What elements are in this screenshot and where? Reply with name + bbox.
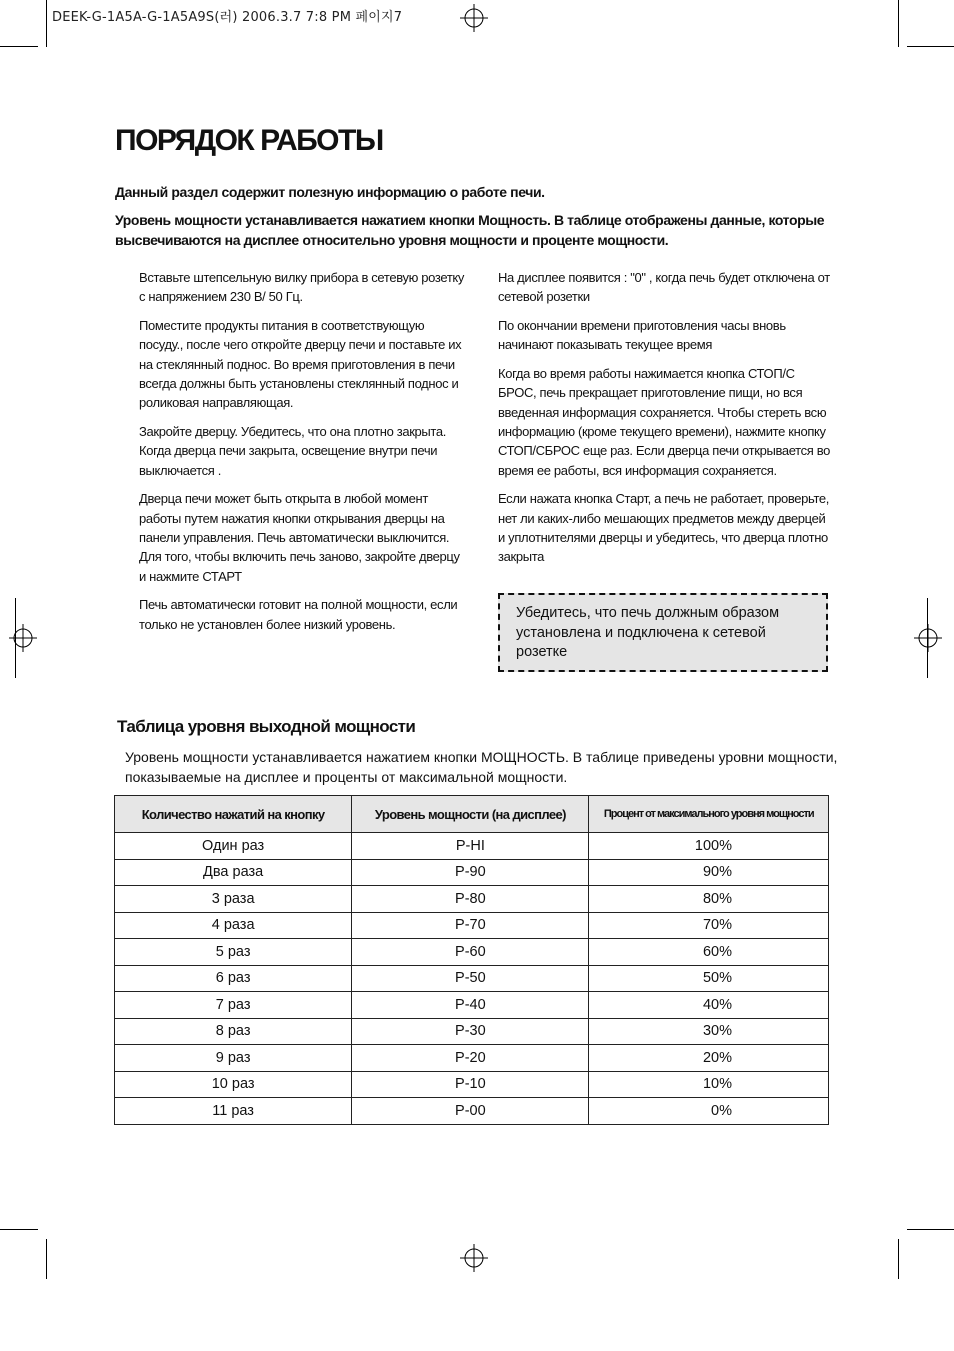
table-cell-level: P-20	[352, 1045, 589, 1072]
table-cell-presses: 4 раза	[115, 912, 352, 939]
instruction-paragraph: На дисплее появится : "0" , когда печь будет отключена от сетевой розетки	[498, 270, 830, 305]
page-title: ПОРЯДОК РАБОТЫ	[115, 124, 383, 157]
table-cell-percent: 50%	[589, 965, 829, 992]
table-cell-presses: 3 раза	[115, 886, 352, 913]
table-row	[115, 1045, 829, 1072]
registration-mark-left-icon	[9, 624, 37, 652]
registration-mark-top-icon	[460, 4, 488, 32]
table-cell-presses: Один раз	[115, 833, 352, 860]
instruction-paragraph: Дверца печи может быть открыта в любой момент работы путем нажатия кнопки открывания дверцы на панели управления. Печь автоматически выключится. Для того, чтобы включить печь заново, закройте дверцу и нажмите СТАРТ	[139, 491, 460, 584]
table-cell-level: P-00	[352, 1098, 589, 1125]
table-cell-percent: 20%	[589, 1045, 829, 1072]
table-row	[115, 965, 829, 992]
table-cell-percent: 10%	[589, 1071, 829, 1098]
instruction-paragraph: Закройте дверцу. Убедитесь, что она плотно закрыта. Когда дверца печи закрыта, освещение внутри печи выключается .	[139, 424, 447, 478]
table-section-title: Таблица уровня выходной мощности	[117, 717, 416, 736]
table-cell-presses: 9 раз	[115, 1045, 352, 1072]
table-row	[115, 833, 829, 860]
table-header-presses: Количество нажатий на кнопку	[115, 796, 352, 833]
table-row	[115, 939, 829, 966]
reg-tick-left	[15, 598, 16, 678]
table-cell-level: P-HI	[352, 833, 589, 860]
table-cell-percent: 100%	[589, 833, 829, 860]
reg-tick-right	[927, 598, 928, 678]
registration-mark-bottom-icon	[460, 1244, 488, 1272]
table-row	[115, 992, 829, 1019]
table-row	[115, 912, 829, 939]
table-cell-level: P-50	[352, 965, 589, 992]
table-cell-presses: 8 раз	[115, 1018, 352, 1045]
instruction-paragraph: По окончании времени приготовления часы вновь начинают показывать текущее время	[498, 318, 786, 353]
instruction-paragraph: Печь автоматически готовит на полной мощности, если только не установлен более низкий уровень.	[139, 597, 458, 632]
table-cell-percent: 80%	[589, 886, 829, 913]
table-cell-percent: 0%	[589, 1098, 829, 1125]
table-cell-level: P-60	[352, 939, 589, 966]
table-cell-percent: 40%	[589, 992, 829, 1019]
table-cell-level: P-70	[352, 912, 589, 939]
table-cell-level: P-30	[352, 1018, 589, 1045]
print-header: DEEK-G-1A5A-G-1A5A9S(러) 2006.3.7 7:8 PM 페이지7	[52, 10, 403, 25]
table-cell-presses: 11 раз	[115, 1098, 352, 1125]
instruction-paragraph: Если нажата кнопка Старт, а печь не работает, проверьте, нет ли каких-либо мешающих предметов между дверцей и уплотнителями дверцы и убедитесь, что дверца плотно закрыта	[498, 491, 830, 565]
power-level-table	[114, 795, 829, 1125]
table-cell-percent: 30%	[589, 1018, 829, 1045]
intro-line-2: Уровень мощности устанавливается нажатием кнопки Мощность. В таблице отображены данные, которые высвечиваются на дисплее относительно уровня мощности и проценте мощности.	[115, 212, 825, 248]
table-cell-level: P-40	[352, 992, 589, 1019]
table-row	[115, 1098, 829, 1125]
table-header-row	[115, 796, 829, 833]
table-row	[115, 859, 829, 886]
table-cell-percent: 60%	[589, 939, 829, 966]
table-cell-level: P-80	[352, 886, 589, 913]
table-cell-level: P-10	[352, 1071, 589, 1098]
right-column	[498, 268, 833, 576]
table-header-percent: Процент от максимального уровня мощности	[589, 796, 829, 833]
registration-mark-right-icon	[914, 624, 942, 652]
table-row	[115, 886, 829, 913]
instruction-paragraph: Вставьте штепсельную вилку прибора в сетевую розетку с напряжением 230 В/ 50 Гц.	[139, 270, 465, 305]
table-header-level: Уровень мощности (на дисплее)	[352, 796, 589, 833]
table-cell-presses: 10 раз	[115, 1071, 352, 1098]
table-cell-presses: Два раза	[115, 859, 352, 886]
instruction-paragraph: Когда во время работы нажимается кнопка СТОП/С БРОС, печь прекращает приготовление пищи, но вся введенная информация сохраняется. Чтобы стереть всю информацию (кроме текущего времени), нажмите кнопку СТОП/СБРОС еще раз. Если дверца печи открывается во время ее работы, вся информация сохраняется.	[498, 366, 831, 478]
note-box: Убедитесь, что печь должным образом установлена и подключена к сетевой розетке	[498, 593, 828, 672]
table-cell-presses: 5 раз	[115, 939, 352, 966]
instruction-paragraph: Поместите продукты питания в соответствующую посуду., после чего откройте дверцу печи и поставьте их на стеклянный поднос. Во время приготовления в печи всегда должны быть установлены стеклянный поднос и роликовая направляющая.	[139, 318, 462, 411]
table-cell-level: P-90	[352, 859, 589, 886]
intro-line-1: Данный раздел содержит полезную информацию о работе печи.	[115, 184, 545, 200]
table-cell-presses: 6 раз	[115, 965, 352, 992]
left-column	[139, 268, 465, 644]
table-cell-percent: 70%	[589, 912, 829, 939]
table-row	[115, 1071, 829, 1098]
table-section-description: Уровень мощности устанавливается нажатием кнопки МОЩНОСТЬ. В таблице приведены уровни мощности, показываемые на дисплее и проценты от максимальной мощности.	[125, 749, 838, 785]
table-cell-percent: 90%	[589, 859, 829, 886]
table-cell-presses: 7 раз	[115, 992, 352, 1019]
table-row	[115, 1018, 829, 1045]
